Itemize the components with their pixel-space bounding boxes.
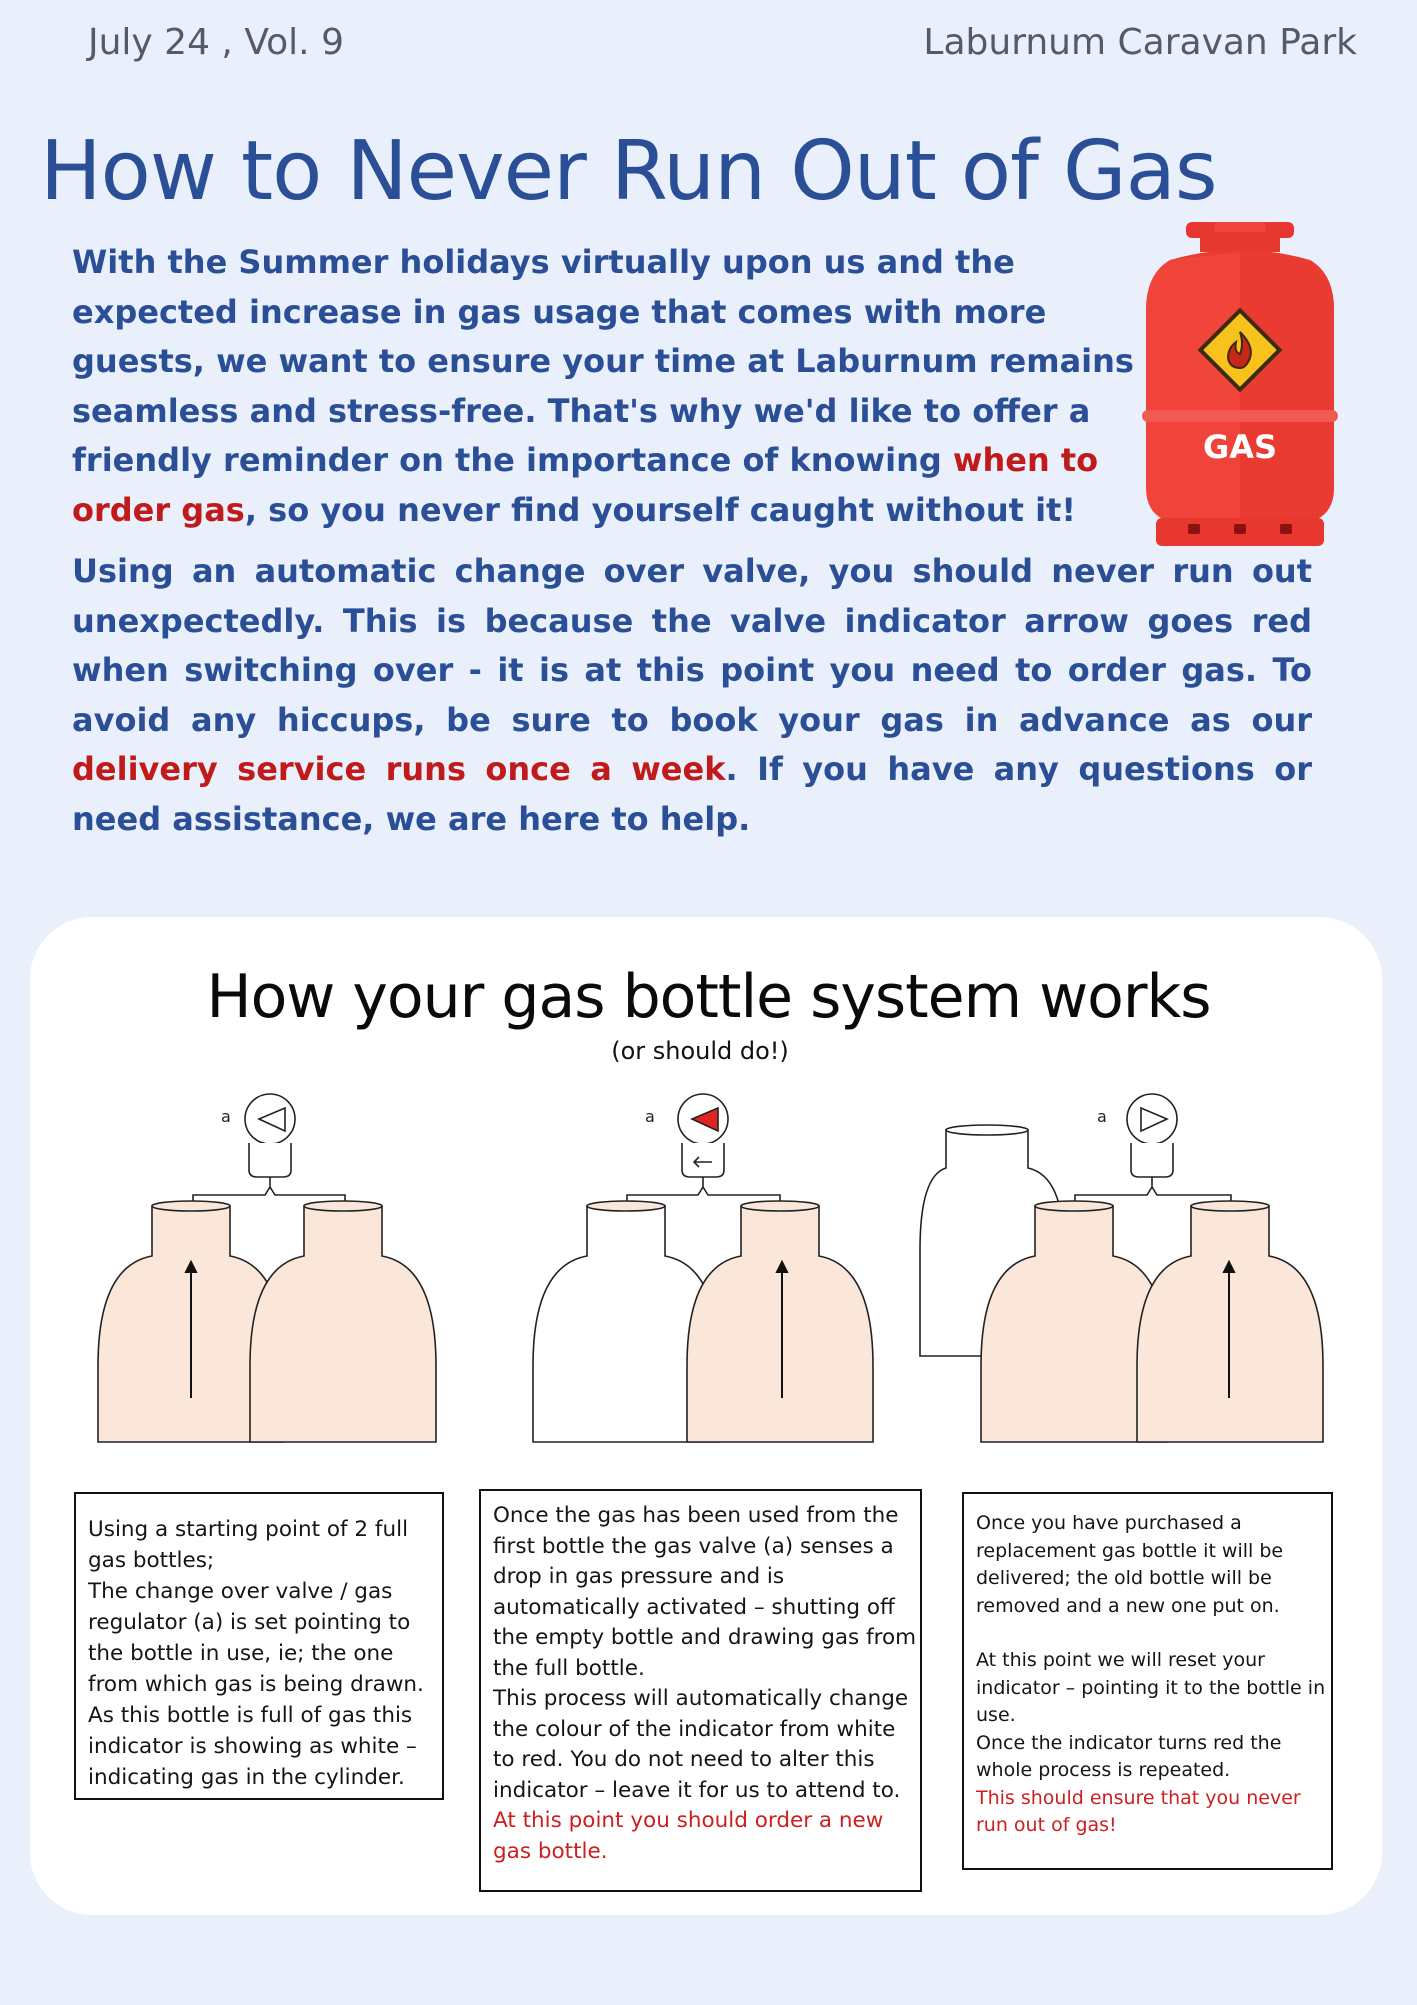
scene-3 [920, 1094, 1323, 1442]
order-gas-highlight: when to order gas [72, 441, 1099, 529]
valve [193, 1094, 345, 1206]
svg-text:a: a [645, 1107, 655, 1126]
step-1-box: Using a starting point of 2 full gas bottles; The change over valve / gas regulator (a) is set pointing to the bottle in use, ie; the one from which gas is being drawn. As this bottle is full of gas this indicator is showing as white – indicating gas in the cylinder. [74, 1492, 444, 1800]
system-subtitle: (or should do!) [611, 1037, 789, 1065]
svg-text:a: a [1097, 1107, 1107, 1126]
bottle-full [687, 1201, 873, 1442]
scene-2 [533, 1094, 873, 1442]
delivery-highlight: delivery service runs once a week [72, 750, 726, 788]
scene-1 [98, 1094, 436, 1442]
issue-date: July 24 , Vol. 9 [88, 22, 344, 63]
article-title: How to Never Run Out of Gas [40, 124, 1217, 219]
system-title: How your gas bottle system works [206, 962, 1211, 1032]
gas-bottle-diagram [0, 1080, 1417, 1460]
intro-paragraph: With the Summer holidays virtually upon us and the expected increase in gas usage that comes with more guests, we want to ensure your time at Laburnum remains seamless and stress-free. That's why we'd like to offer a friendly reminder on the importance of knowing when to order gas, so you never find yourself caught without it! [72, 243, 1134, 529]
park-name: Laburnum Caravan Park [923, 22, 1357, 63]
valve-label: a [221, 1107, 231, 1126]
step-3-box: Once you have purchased a replacement gas bottle it will be delivered; the old bottle will be removed and a new one put on. At this point we will reset your indicator – pointing it to the bottle in use. Once the indicator turns red the whole process is repeated. This should ensure that you never run out of gas! [962, 1492, 1333, 1870]
tank-label: GAS [1202, 428, 1278, 466]
gas-cylinder-icon [1140, 220, 1340, 550]
bottle-right [250, 1201, 436, 1442]
never-run-out-note: This should ensure that you never run out of gas! [976, 1786, 1301, 1836]
order-warning: At this point you should order a new gas bottle. [493, 1808, 884, 1864]
valve-paragraph: Using an automatic change over valve, you should never run out unexpectedly. This is because the valve indicator arrow goes red when switching over - it is at this point you need to order gas. To avoid any hiccups, be sure to book your gas in advance as our delivery service runs once a week. If you have any questions or need assistance, we are here to help. [72, 552, 1313, 838]
step-2-box: Once the gas has been used from the first bottle the gas valve (a) senses a drop in gas pressure and is automatically activated – shutting off the empty bottle and drawing gas from the full bottle. This process will automatically change the colour of the indicator from white to red. You do not need to alter this indicator – leave it for us to attend to. At this point you should order a new gas bottle. [479, 1489, 922, 1892]
